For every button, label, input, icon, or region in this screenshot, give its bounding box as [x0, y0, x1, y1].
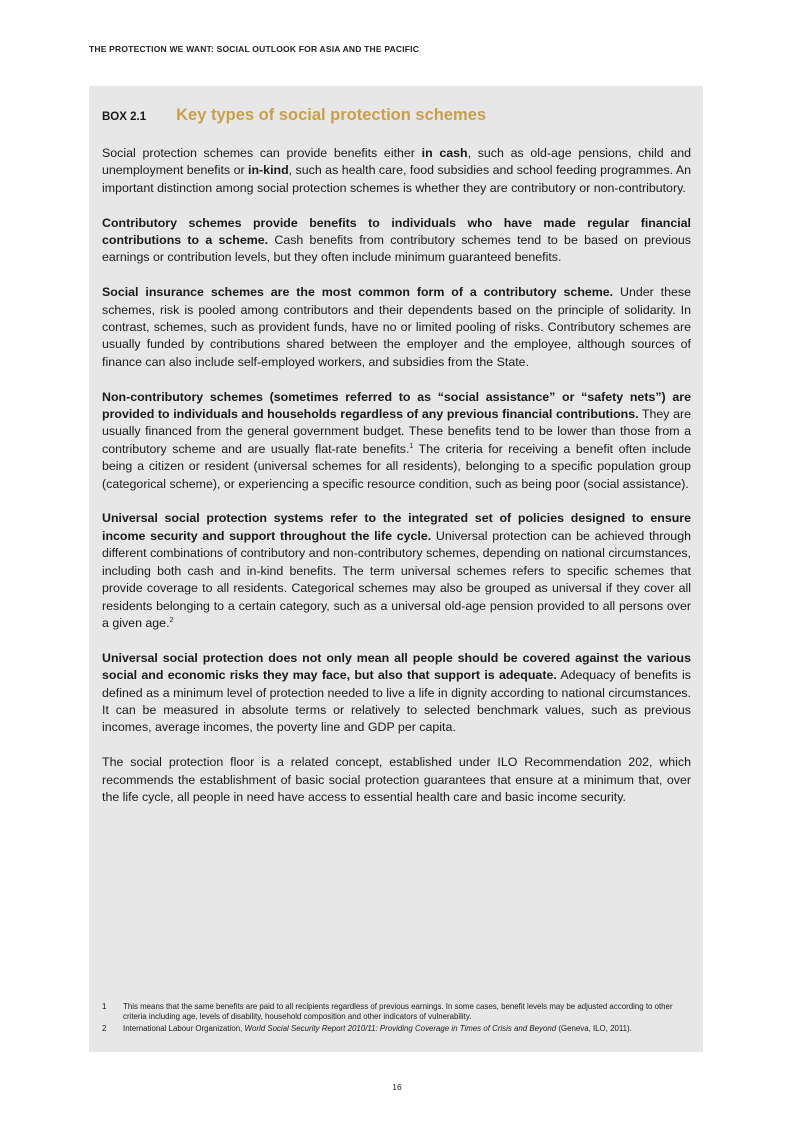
- p2-text: Cash benefits from contributory schemes tend to be based on previous earnings or contribution levels, but they often include minimum guaranteed benefits.: [102, 233, 691, 265]
- p1-text-c: , such as old-age pensions, child and unemployment benefits or: [102, 146, 691, 178]
- footnote-2: [102, 1024, 682, 1034]
- running-head: THE PROTECTION WE WANT: SOCIAL OUTLOOK FOR ASIA AND THE PACIFIC: [89, 44, 420, 54]
- footnote-1: [102, 1002, 682, 1022]
- paragraph-protection-floor: The social protection floor is a related concept, established under ILO Recommendation 202, which recommends the establishment of basic social protection guarantees that ensure at a minimum that, over the life cycle, all people in need have access to essential health care and basic income security.: [102, 755, 691, 804]
- footnote-2-post: (Geneva, ILO, 2011).: [556, 1024, 632, 1034]
- footnote-text: [123, 1024, 682, 1034]
- p3-bold: Social insurance schemes are the most common form of a contributory scheme.: [102, 285, 614, 300]
- p3-text: Under these schemes, risk is pooled among contributors and their dependents based on the principle of solidarity. In contrast, schemes, such as provident funds, have no or limited pooling of risks. Contributory schemes are usually funded by contributions shared between the employer and the employee, although sources of finance can also include self-employed workers, and subsidies from the State.: [102, 285, 691, 369]
- paragraph-universal-systems: [102, 510, 691, 632]
- p1-bold-cash: in cash: [421, 146, 468, 160]
- box-title: Key types of social protection schemes: [176, 106, 487, 124]
- footnote-2-title: World Social Security Report 2010/11: Providing Coverage in Times of Crisis and Beyond: [244, 1024, 557, 1034]
- footnote-2-pre: International Labour Organization,: [123, 1024, 245, 1034]
- box-body: [102, 145, 691, 824]
- footnote-number: 1: [102, 1002, 107, 1011]
- footnote-ref-2[interactable]: 2: [169, 616, 174, 624]
- paragraph-social-insurance: [102, 284, 691, 371]
- p2-bold: Contributory schemes provide benefits to individuals who have made regular financial contributions to a scheme.: [102, 215, 691, 248]
- paragraph-non-contributory: [102, 389, 691, 493]
- footnotes: [102, 1002, 682, 1037]
- p6-bold: Universal social protection does not only mean all people should be covered against the various social and economic risks they may face, but also that support is adequate.: [102, 650, 691, 683]
- box-label: BOX 2.1: [102, 111, 147, 123]
- box-heading: [102, 106, 486, 125]
- footnote-text: This means that the same benefits are paid to all recipients regardless of previous earnings. In some cases, benefit levels may be adjusted according to other criteria including age, levels of disability, household composition and other indicators of vulnerability.: [123, 1002, 673, 1022]
- box-2-1: [89, 86, 703, 1052]
- paragraph-contributory: [102, 215, 691, 267]
- p6-text: Adequacy of benefits is defined as a minimum level of protection needed to live a life in dignity according to national circumstances. It can be measured in absolute terms or relatively to selected benchmark values, such as previous incomes, average incomes, the poverty line and GDP per capita.: [102, 668, 691, 735]
- p1-bold-in-kind: in-kind: [248, 163, 289, 178]
- paragraph-cash-in-kind: [102, 145, 691, 197]
- p4-text-1: They are usually financed from the general government budget. These benefits tend to be lower than those from a contributory scheme and are usually flat-rate benefits.: [102, 407, 691, 456]
- p1-text-e: , such as health care, food subsidies and school feeding programmes. An important distinction among social protection schemes is whether they are contributory or non-contributory.: [102, 163, 692, 195]
- p1-text-a: Social protection schemes can provide benefits either: [102, 146, 422, 160]
- page-number: 16: [392, 1082, 402, 1092]
- footnote-ref-1[interactable]: 1: [409, 442, 414, 450]
- p4-bold: Non-contributory schemes (sometimes referred to as “social assistance” or “safety nets”) are provided to individuals and households regardless of any previous financial contributions.: [102, 389, 691, 422]
- p5-bold: Universal social protection systems refer to the integrated set of policies designed to ensure income security and support throughout the life cycle.: [102, 511, 691, 543]
- paragraph-adequacy: [102, 650, 691, 737]
- footnote-number: 2: [102, 1024, 107, 1034]
- p4-text-2: The criteria for receiving a benefit often include being a citizen or resident (universal schemes for all residents), belonging to a specific population group (categorical scheme), or experiencing a specific resource condition, such as being poor (social assistance).: [102, 441, 691, 491]
- p5-text: Universal protection can be achieved through different combinations of contributory and non-contributory schemes, depending on national circumstances, including both cash and in-kind benefits. The term universal schemes refers to specific schemes that provide coverage to all residents. Categorical schemes may also be grouped as universal if they cover all residents belonging to a certain category, such as a universal old-age pension provided to all persons over a given age.: [102, 528, 691, 630]
